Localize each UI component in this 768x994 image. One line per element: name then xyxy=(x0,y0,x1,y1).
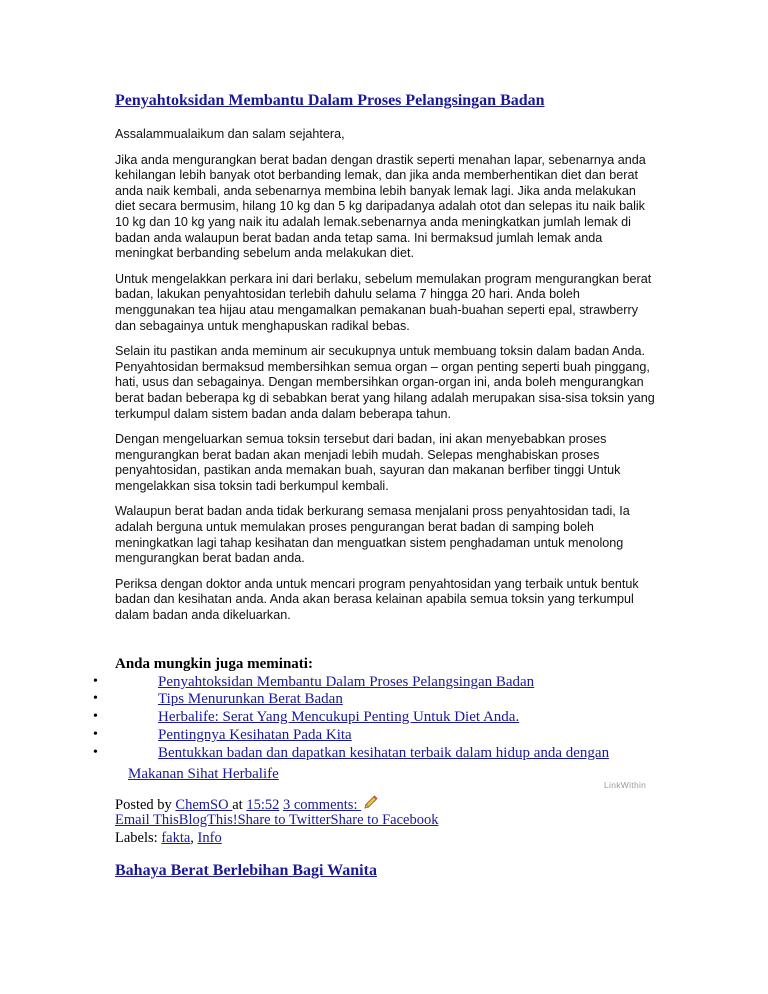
related-link-4[interactable]: Pentingnya Kesihatan Pada Kita xyxy=(158,727,352,743)
share-links xyxy=(115,812,438,829)
post-paragraph-5 xyxy=(115,504,655,566)
text-line: Untuk mengelakkan perkara ini dari berlaku, sebelum memulakan program mengurangkan berat xyxy=(115,271,652,286)
bullet-icon: • xyxy=(93,709,98,724)
text-line: adalah berguna untuk memulakan proses pengurangan berat badan di samping boleh xyxy=(115,520,594,535)
label-separator: , xyxy=(190,830,198,846)
text-line: 10 kg dan 10 kg yang naik itu adalah lemak.sebenarnya anda meningkatkan jumlah lemak di xyxy=(115,214,631,229)
text-line: Jika anda mengurangkan berat badan dengan drastik seperti menahan lapar, sebenarnya anda xyxy=(115,152,646,167)
post-paragraph-6 xyxy=(115,577,655,624)
labels-label: Labels: xyxy=(115,830,162,846)
text-line: Periksa dengan doktor anda untuk mencari program penyahtosidan yang terbaik untuk bentuk xyxy=(115,576,639,591)
bullet-icon: • xyxy=(93,727,98,742)
text-line: kehilangan lebih banyak otot berbanding lemak, dan jika anda memberhentikan diet dan berat xyxy=(115,168,638,183)
share-facebook-link[interactable]: Share to Facebook xyxy=(330,812,439,828)
share-blogthis-link[interactable]: BlogThis! xyxy=(178,812,238,828)
text-line: berat badan beberapa kg di sebabkan berat yang hilang adalah merupakan sisa-sisa toksin yang xyxy=(115,390,655,405)
text-line: Walaupun berat badan anda tidak berkurang semasa menjalani pross penyahtosidan tadi, Ia xyxy=(115,504,630,519)
text-line: meningkatkan lagi tahap kesihatan dan menguatkan sistem penghadaman untuk menolong xyxy=(115,535,624,550)
share-twitter-link[interactable]: Share to Twitter xyxy=(237,812,331,828)
related-link-3[interactable]: Herbalife: Serat Yang Mencukupi Penting Untuk Diet Anda. xyxy=(158,709,520,725)
text-line: diet secara bermusim, hilang 10 kg dan 5 kg daripadanya adalah otot dan selepas itu naik balik xyxy=(115,199,645,214)
post-paragraph-1 xyxy=(115,153,655,262)
timestamp-link[interactable]: 15:52 xyxy=(246,797,280,813)
label-link-info[interactable]: Info xyxy=(197,830,222,846)
text-line: mengelakkan sisa toksin tadi berkumpul kembali. xyxy=(115,478,389,493)
at-label: at xyxy=(232,797,247,813)
text-line: Dengan mengeluarkan semua toksin tersebut dari badan, ini akan menyebabkan proses xyxy=(115,432,607,447)
text-line: dan sebagainya untuk menghapuskan radikal bebas. xyxy=(115,318,410,333)
linkwithin-widget-label[interactable]: LinkWithin xyxy=(604,780,647,790)
author-link[interactable]: ChemSO xyxy=(175,797,233,813)
next-post-title-link[interactable]: Bahaya Berat Berlebihan Bagi Wanita xyxy=(115,862,377,879)
text-line: badan dan kesihatan anda. Anda akan berasa kelainan apabila semua toksin yang terkumpul xyxy=(115,592,634,607)
label-link-fakta[interactable]: fakta xyxy=(161,830,191,846)
related-link-2[interactable]: Tips Menurunkan Berat Badan xyxy=(158,691,343,707)
text-line: Selain itu pastikan anda meminum air secukupnya untuk membuang toksin dalam badan Anda. xyxy=(115,344,645,359)
related-link-5[interactable]: Bentukkan badan dan dapatkan kesihatan terbaik dalam hidup anda dengan xyxy=(158,745,610,761)
post-labels xyxy=(115,830,222,847)
comments-link[interactable]: 3 comments: xyxy=(282,797,362,813)
text-line: mengurangkan berat badan akan menjadi lebih mudah. Selepas menghabiskan proses xyxy=(115,447,600,462)
bullet-icon: • xyxy=(93,674,98,689)
text-line: badan, lakukan penyahtosidan terlebih dahulu selama 7 hingga 20 hari. Anda boleh xyxy=(115,287,580,302)
bullet-icon: • xyxy=(93,691,98,706)
posted-by-label: Posted by xyxy=(115,797,176,813)
related-heading: Anda mungkin juga meminati: xyxy=(115,656,313,672)
text-line: mengurangkan berat badan anda. xyxy=(115,551,305,566)
related-link-5-continued[interactable]: Makanan Sihat Herbalife xyxy=(128,766,279,782)
share-email-link[interactable]: Email This xyxy=(115,812,179,828)
text-line: hati, usus dan sebagainya. Dengan membersihkan organ-organ ini, anda boleh mengurangkan xyxy=(115,375,644,390)
text-line: Penyahtosidan bermaksud membersihkan semua organ – organ penting seperti buah pinggang, xyxy=(115,359,650,374)
post-greeting: Assalammualaikum dan salam sejahtera, xyxy=(115,127,345,141)
post-paragraph-3 xyxy=(115,344,655,422)
text-line: badan anda walaupun berat badan anda tetap sama. Ini bermaksud jumlah lemak anda xyxy=(115,230,603,245)
related-link-1[interactable]: Penyahtoksidan Membantu Dalam Proses Pelangsingan Badan xyxy=(158,674,535,690)
post-title-link[interactable]: Penyahtoksidan Membantu Dalam Proses Pelangsingan Badan xyxy=(115,92,545,109)
post-paragraph-2 xyxy=(115,272,655,334)
post-paragraph-4 xyxy=(115,432,655,494)
text-line: terkumpul dalam sistem badan anda dalam beberapa tahun. xyxy=(115,406,452,421)
text-line: penyahtosidan, pastikan anda memakan buah, sayuran dan makanan berfiber tinggi Untuk xyxy=(115,463,621,478)
text-line: dalam badan anda dikeluarkan. xyxy=(115,608,291,623)
bullet-icon: • xyxy=(93,745,98,760)
text-line: menggunakan tea hijau atau mengamalkan pemakanan buah-buahan seperti epal, strawberry xyxy=(115,302,638,317)
text-line: anda naik kembali, anda sebenarnya membina lebih banyak lemak lagi. Jika anda melakukan xyxy=(115,183,636,198)
text-line: meningkat berbanding sebelum anda melakukan diet. xyxy=(115,246,414,261)
post-body xyxy=(115,127,655,634)
